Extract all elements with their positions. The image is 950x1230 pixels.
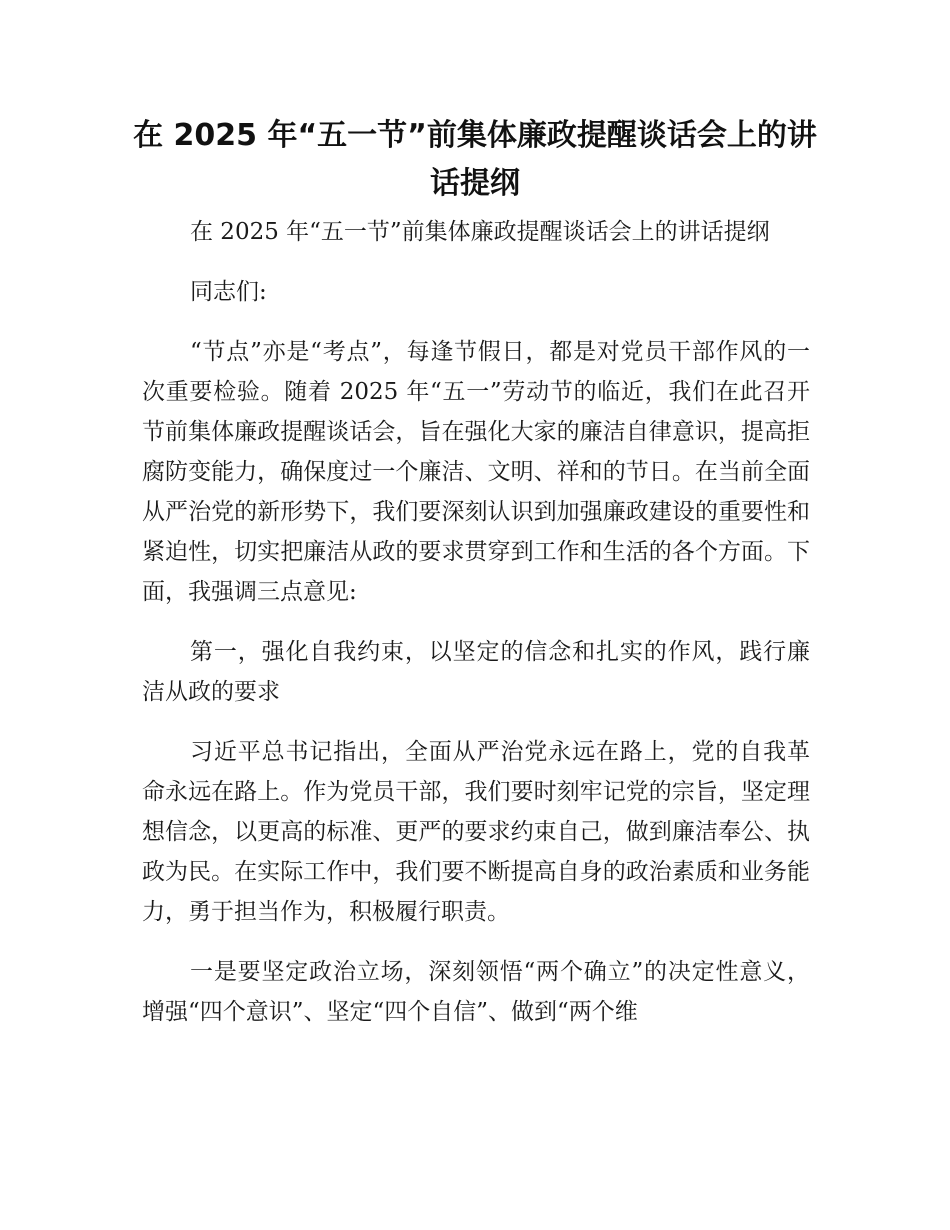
document-title: 在 2025 年“五一节”前集体廉政提醒谈话会上的讲话提纲 [133, 118, 817, 201]
paragraph-point-one-item-one: 一是要坚定政治立场，深刻领悟“两个确立”的决定性意义，增强“四个意识”、坚定“四个自信”、做到“两个维 [142, 959, 810, 1025]
paragraph-subtitle: 在 2025 年“五一节”前集体廉政提醒谈话会上的讲话提纲 [190, 219, 770, 245]
paragraph-point-one-body: 习近平总书记指出，全面从严治党永远在路上，党的自我革命永远在路上。作为党员干部，我们要时刻牢记党的宗旨，坚定理想信念，以更高的标准、更严的要求约束自己，做到廉洁奉公、执政为民。在实际工作中，我们要不断提高自身的政治素质和业务能力，勇于担当作为，积极履行职责。 [142, 739, 810, 925]
document-body [142, 212, 810, 1052]
paragraph-salutation: 同志们: [190, 279, 267, 305]
paragraph-intro: “节点”亦是“考点”，每逢节假日，都是对党员干部作风的一次重要检验。随着 2025 年“五一”劳动节的临近，我们在此召开节前集体廉政提醒谈话会，旨在强化大家的廉洁自律意识，提高拒腐防变能力，确保度过一个廉洁、文明、祥和的节日。在当前全面从严治党的新形势下，我们要深刻认识到加强廉政建设的重要性和紧迫性，切实把廉洁从政的要求贯穿到工作和生活的各个方面。下面，我强调三点意见: [142, 339, 810, 605]
paragraph-point-one-heading: 第一，强化自我约束，以坚定的信念和扎实的作风，践行廉洁从政的要求 [142, 639, 810, 705]
